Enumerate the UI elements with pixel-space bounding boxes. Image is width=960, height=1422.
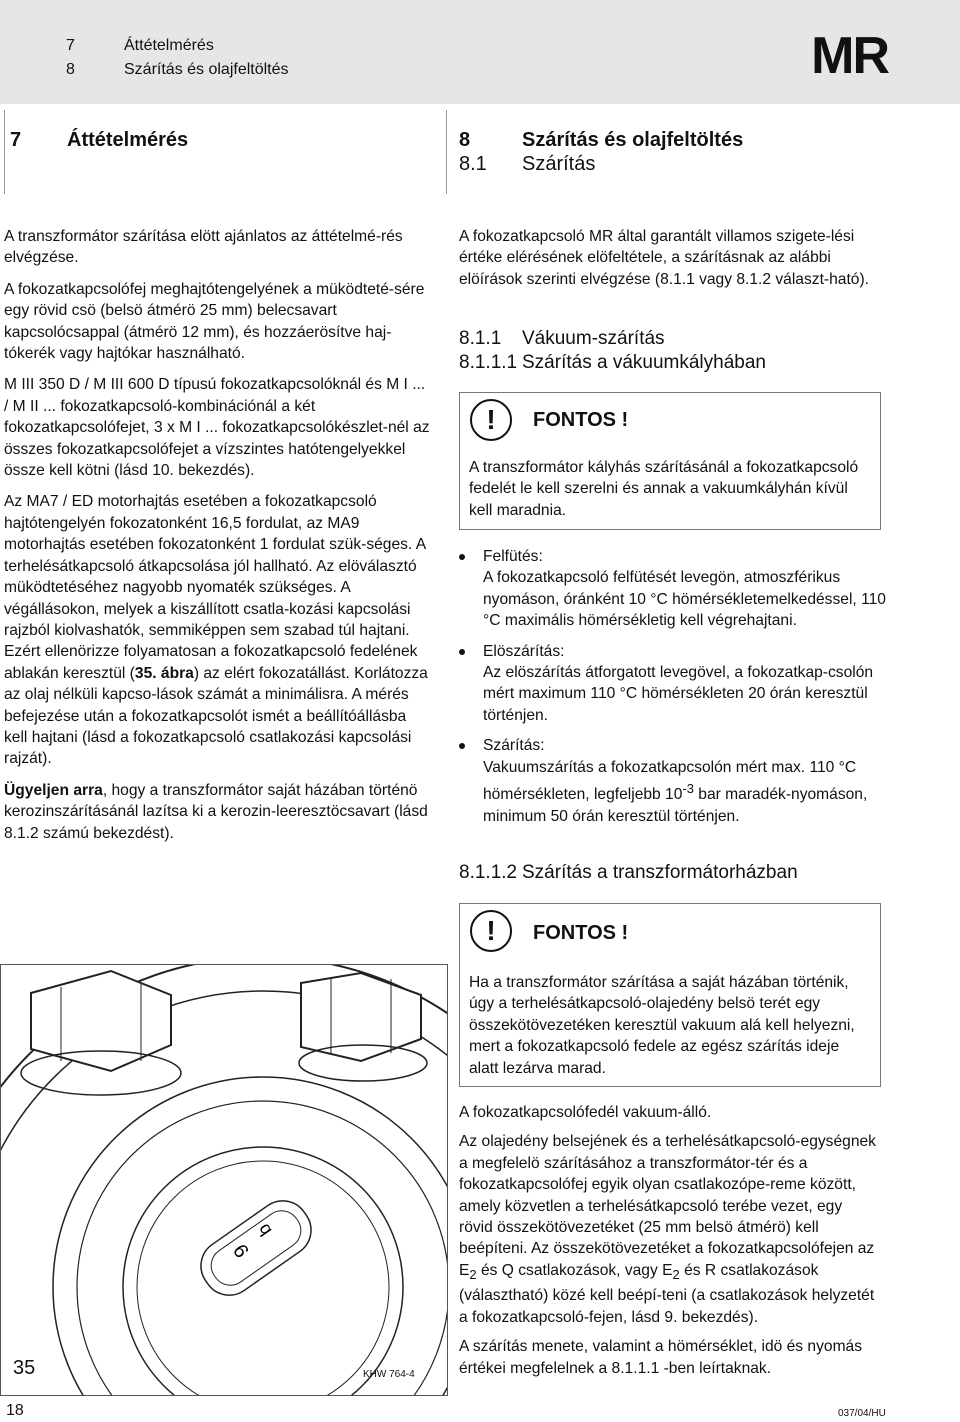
tap-changer-head-drawing: [1, 965, 447, 1395]
paragraph: A szárítás menete, valamint a hömérséklet, idö és nyomás értékei megfelelnek a 8.1.1.1 -ben leírtaknak.: [459, 1338, 863, 1377]
heading-num: 8.1.1.2: [459, 862, 518, 883]
heading-8-1-1: [459, 327, 665, 351]
text-run: Az MA7 / ED motorhajtás esetében a fokozatkapcsoló hajtótengelyén fokozatonként 16,5 fordulat, az MA9 motorhajtás esetében fokozatonként 1 fordulat szük-séges. A terhelésátkapcsoló átkapcsolása jól hallható. Az elöválasztó müködtetéséhez nagyobb nyomaték szükséges. A végállásokon, melyek a kiszállított csatla-kozási kapcsolási rajzból kiolvashatók, semmiképpen sem szabad túl hajtani. Ezért ellenörizze folyamatosan a fokozatkapcsoló fedelének ablakán keresztül (: [4, 493, 426, 682]
header-num-2: 8: [66, 61, 75, 78]
mr-logo: MR: [811, 27, 888, 85]
paragraph: [4, 780, 432, 844]
divider: [446, 110, 447, 194]
header-text-1: Áttételmérés: [124, 37, 214, 54]
heading-8-1-1-2: [459, 861, 798, 885]
subscript: 2: [672, 1266, 680, 1282]
list-item: [459, 735, 889, 827]
item-text: Vakuumszárítás a fokozatkapcsolón mért max. 110 °C hömérsékleten, legfeljebb 10: [483, 758, 857, 804]
svg-text:9: 9: [229, 1239, 255, 1262]
list-item: [459, 546, 889, 632]
paragraph: A fokozatkapcsolófej meghajtótengelyének a müködteté-sére egy rövid csö (belsö átmérö 25 mm) belecsavart kapcsolócsappal (átmérö 12 mm), és hozzáerösítve haj-tókerék vagy hajtókar használható.: [4, 280, 425, 363]
paragraph: [459, 1131, 879, 1328]
page-number: 18: [6, 1402, 24, 1419]
item-text: bar maradék-nyomáson, minimum 50 órán keresztül történjen.: [483, 786, 868, 825]
text-run: Az olajedény belsejének és a terhelésátkapcsoló-egységnek a megfelelö szárításához a transzformátor-tér és a fokozatkapcsolófej egyik olyan csatlakozópe-reme között, amely közvetlen a terhelésátkapcsoló terébe vezet, egy rövid összekötövezetéket (25 mm belsö átmérö) kell beépíteni. Az összekötövezetéket a fokozatkapcsolófejen az E: [459, 1133, 876, 1279]
section-num: 8: [459, 129, 471, 151]
warning-text: A transzformátor kályhás szárításánál a fokozatkapcsoló fedelét le kell szerelni és annak a vakuumkályhán kívül kell maradnia.: [469, 459, 859, 519]
heading-num: 8.1.1.1: [459, 352, 518, 373]
section-title: Szárítás és olajfeltöltés: [522, 129, 744, 151]
document-code: 037/04/HU: [838, 1408, 886, 1419]
warning-icon: !: [470, 910, 512, 952]
paragraph: A fokozatkapcsoló MR által garantált villamos szigete-lési értéke elérésének elöfeltétele, a szárításnak az alábbi elöírások szerinti elvégzése (8.1.1 vagy 8.1.2 választ-ható).: [459, 228, 869, 288]
figure-code: KHW 764-4: [363, 1369, 415, 1380]
text-run: és Q csatlakozások, vagy E: [476, 1261, 673, 1279]
left-column: [4, 226, 432, 844]
item-text: A fokozatkapcsoló felfütését levegön, atmoszférikus nyomáson, óránként 10 °C hömérsékletemelkedéssel, 110 °C maximális hömérsékletig kell végrehajtani.: [483, 569, 886, 630]
paragraph: A fokozatkapcsolófedél vakuum-álló.: [459, 1104, 712, 1121]
heading-8-1-1-1: [459, 351, 766, 375]
item-title: Elöszárítás:: [483, 642, 565, 660]
list-item: [459, 641, 889, 727]
divider: [4, 110, 5, 194]
figure-number: 35: [13, 1357, 36, 1379]
section-7-title: [10, 127, 189, 153]
subscript: 2: [469, 1266, 477, 1282]
figure-35: [0, 964, 448, 1396]
text-run: és R csatlakozások (választható) közé kell beépí-teni (a csatlakozások helyzetét a fokozatkapcsoló-fejen, lásd 9. bekezdés).: [459, 1261, 875, 1326]
text-run: , hogy a transzformátor saját házában történö kerozinszárításánál lazítsa ki a kerozin-leeresztöcsavart (lásd 8.1.2 számú bekezdést).: [4, 781, 428, 842]
section-8-title: [459, 127, 744, 153]
heading-num: 8.1.1: [459, 328, 502, 349]
section-title: Áttételmérés: [67, 129, 189, 151]
warning-text: Ha a transzformátor szárítása a saját házában történik, úgy a terhelésátkapcsoló-olajedény belsö terét egy összekötövezetéken keresztül vakuum alá kell helyezni, mert a fokozatkapcsoló fedele az egész szárítás ideje alatt lezárva marad.: [469, 974, 855, 1077]
figure-ref: 35. ábra: [134, 664, 194, 682]
warning-icon: !: [470, 399, 512, 441]
header-num-1: 7: [66, 37, 75, 54]
exponent: -3: [682, 781, 694, 797]
item-text: Az elöszárítás átforgatott levegövel, a fokozatkap-csolón mért maximum 110 °C hömérsékleten 20 órán keresztül történjen.: [483, 664, 874, 724]
text-run: ) az elért fokozatállást. Korlátozza az olaj nélküli kapcso-lások számát a minimálisra. A mérés befejezése után a fokozatkapcsolót ismét a beállítóállásba kell hajtani (lásd a fokozatkapcsoló csatlakozási kapcsolási rajzát).: [4, 664, 428, 768]
heading-text: Szárítás a vákuumkályhában: [522, 352, 766, 373]
header-text-2: Szárítás és olajfeltöltés: [124, 61, 289, 78]
svg-text:b: b: [253, 1220, 276, 1240]
drying-steps: [459, 546, 889, 836]
section-num: 7: [10, 129, 22, 151]
right-column: [459, 226, 879, 290]
item-title: Szárítás:: [483, 737, 545, 755]
paragraph: [4, 491, 432, 769]
section-8-1-title: [459, 151, 596, 177]
warning-title: FONTOS !: [533, 409, 629, 431]
header-line-2: [66, 58, 289, 82]
page-header: [0, 0, 960, 104]
item-title: Felfütés:: [483, 548, 543, 565]
bullet-icon: [459, 743, 465, 749]
header-line-1: [66, 34, 214, 58]
warning-title: FONTOS !: [533, 922, 629, 944]
heading-text: Szárítás a transzformátorházban: [522, 862, 798, 883]
warning-box: [459, 392, 881, 530]
right-column-lower: [459, 1102, 879, 1379]
warning-box: [459, 903, 881, 1087]
bullet-icon: [459, 649, 465, 655]
subsection-num: 8.1: [459, 153, 487, 175]
emphasis: Ügyeljen arra: [4, 781, 103, 799]
paragraph: M III 350 D / M III 600 D típusú fokozatkapcsolóknál és M I ... / M II ... fokozatkapcsoló-kombinációnál a két fokozatkapcsolófejet, 3 x M I ... fokozatkapcsolókészlet-nél az összes fokozatkapcsolófejet a vízszintes hatótengelyekkel össze kell kötni (lásd 10. bekezdés).: [4, 376, 430, 480]
paragraph: A transzformátor szárítása elött ajánlatos az áttételmé-rés elvégzése.: [4, 228, 403, 267]
heading-text: Vákuum-szárítás: [522, 328, 665, 349]
bullet-icon: [459, 554, 465, 560]
subsection-title: Szárítás: [522, 153, 596, 175]
